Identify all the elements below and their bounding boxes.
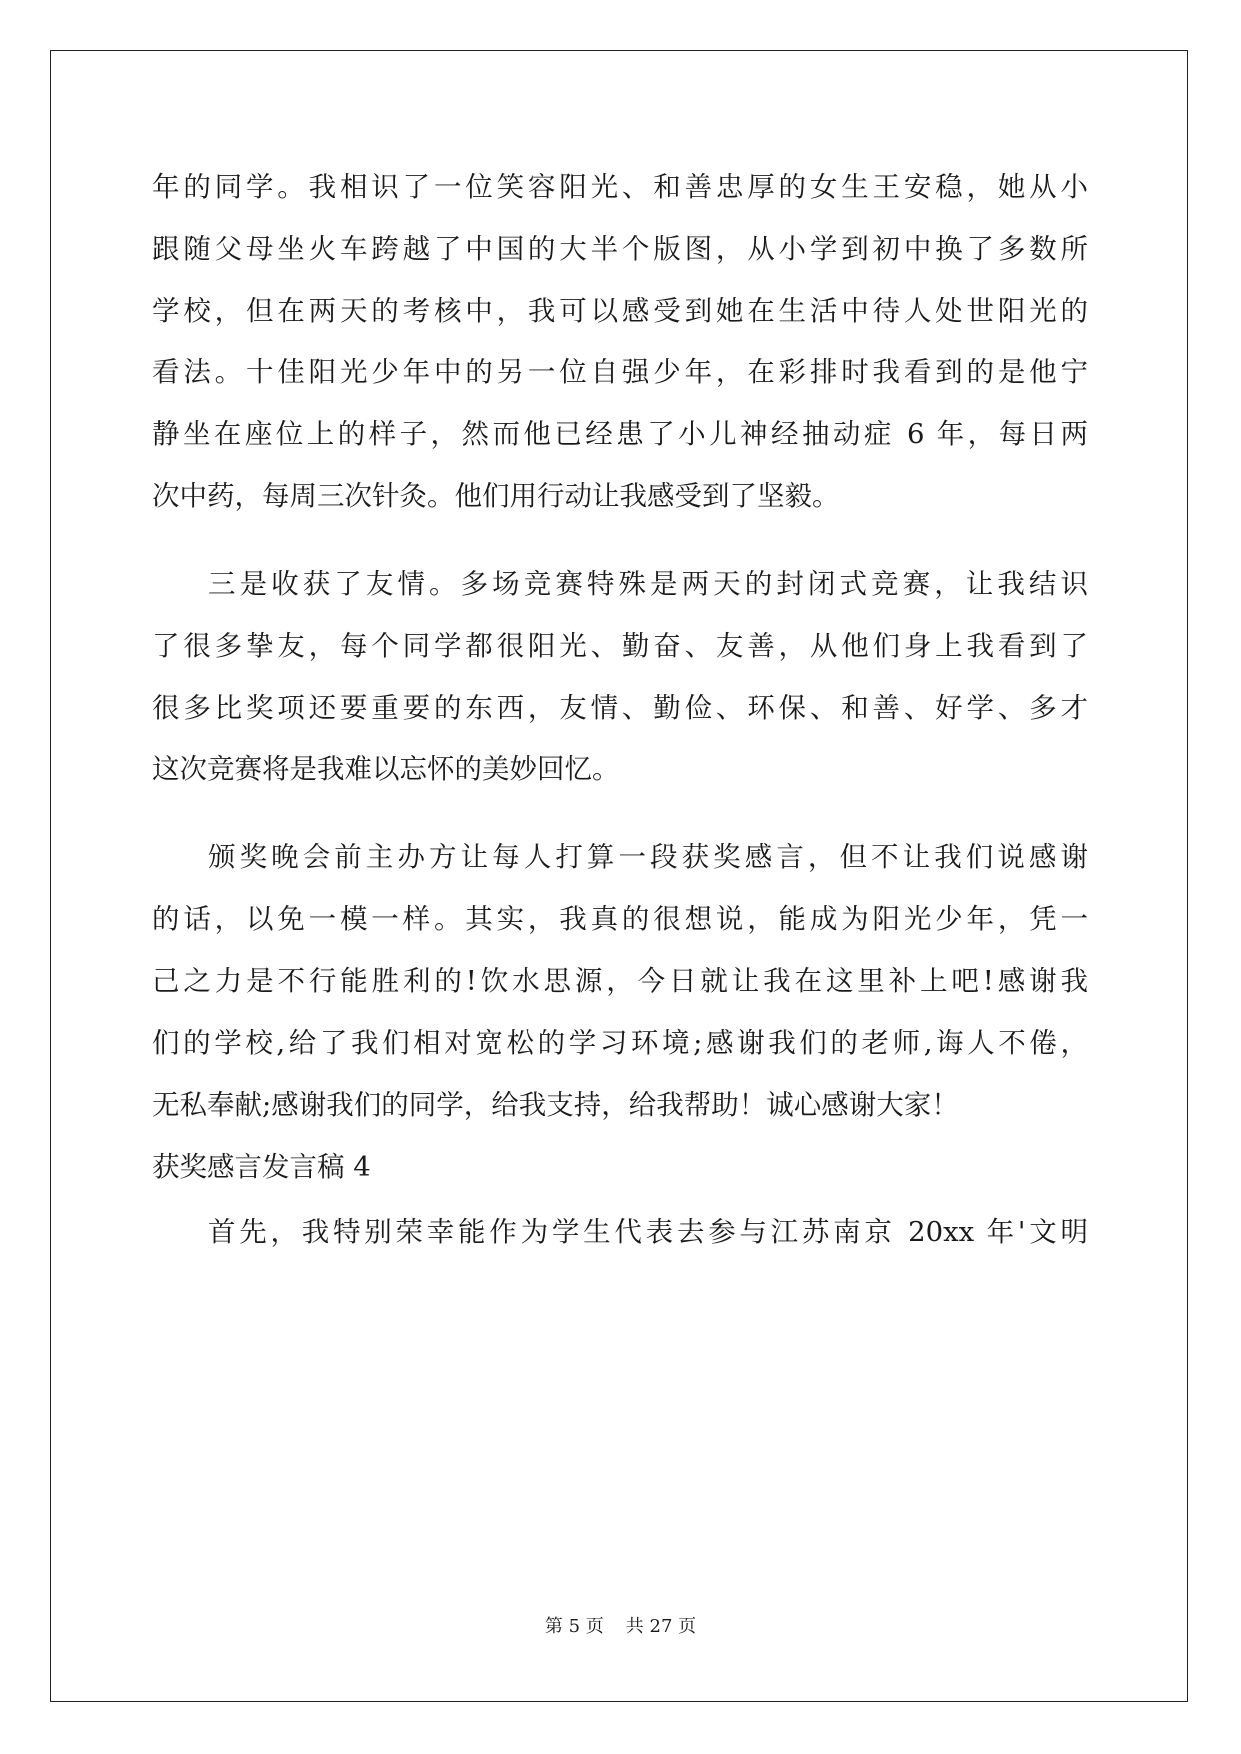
section-heading: 获奖感言发言稿 4	[152, 1151, 371, 1183]
paragraph-first-line: 首先，我特别荣幸能作为学生代表去参与江苏南京 20xx 年'文明	[208, 1216, 1088, 1248]
text-line: 跟随父母坐火车跨越了中国的大半个版图，从小学到初中换了多数所	[152, 233, 1088, 265]
page-number: 第 5 页	[544, 1616, 604, 1637]
paragraph-first-line: 三是收获了友情。多场竞赛特殊是两天的封闭式竞赛，让我结识	[208, 568, 1088, 600]
text-line: 学校，但在两天的考核中，我可以感受到她在生活中待人处世阳光的	[152, 295, 1088, 327]
text-line: 无私奉献;感谢我们的同学，给我支持，给我帮助！诚心感谢大家！	[152, 1089, 959, 1121]
page-total: 共 27 页	[625, 1616, 697, 1637]
text-line: 次中药，每周三次针灸。他们用行动让我感受到了坚毅。	[152, 480, 840, 512]
text-line: 看法。十佳阳光少年中的另一位自强少年，在彩排时我看到的是他宁	[152, 356, 1088, 388]
text-line: 的话，以免一模一样。其实，我真的很想说，能成为阳光少年，凭一	[152, 903, 1088, 935]
text-line: 年的同学。我相识了一位笑容阳光、和善忠厚的女生王安稳，她从小	[152, 171, 1088, 203]
paragraph-first-line: 颁奖晚会前主办方让每人打算一段获奖感言，但不让我们说感谢	[208, 841, 1088, 873]
text-line: 很多比奖项还要重要的东西，友情、勤俭、环保、和善、好学、多才	[152, 692, 1088, 724]
text-line: 己之力是不行能胜利的!饮水思源，今日就让我在这里补上吧!感谢我	[152, 965, 1088, 997]
text-line: 静坐在座位上的样子，然而他已经患了小儿神经抽动症 6 年，每日两	[152, 418, 1088, 450]
text-line: 这次竞赛将是我难以忘怀的美妙回忆。	[152, 753, 620, 785]
text-line: 了很多挚友，每个同学都很阳光、勤奋、友善，从他们身上我看到了	[152, 630, 1088, 662]
text-line: 们的学校,给了我们相对宽松的学习环境;感谢我们的老师,诲人不倦，	[152, 1027, 1088, 1059]
page-footer	[0, 1612, 1241, 1638]
